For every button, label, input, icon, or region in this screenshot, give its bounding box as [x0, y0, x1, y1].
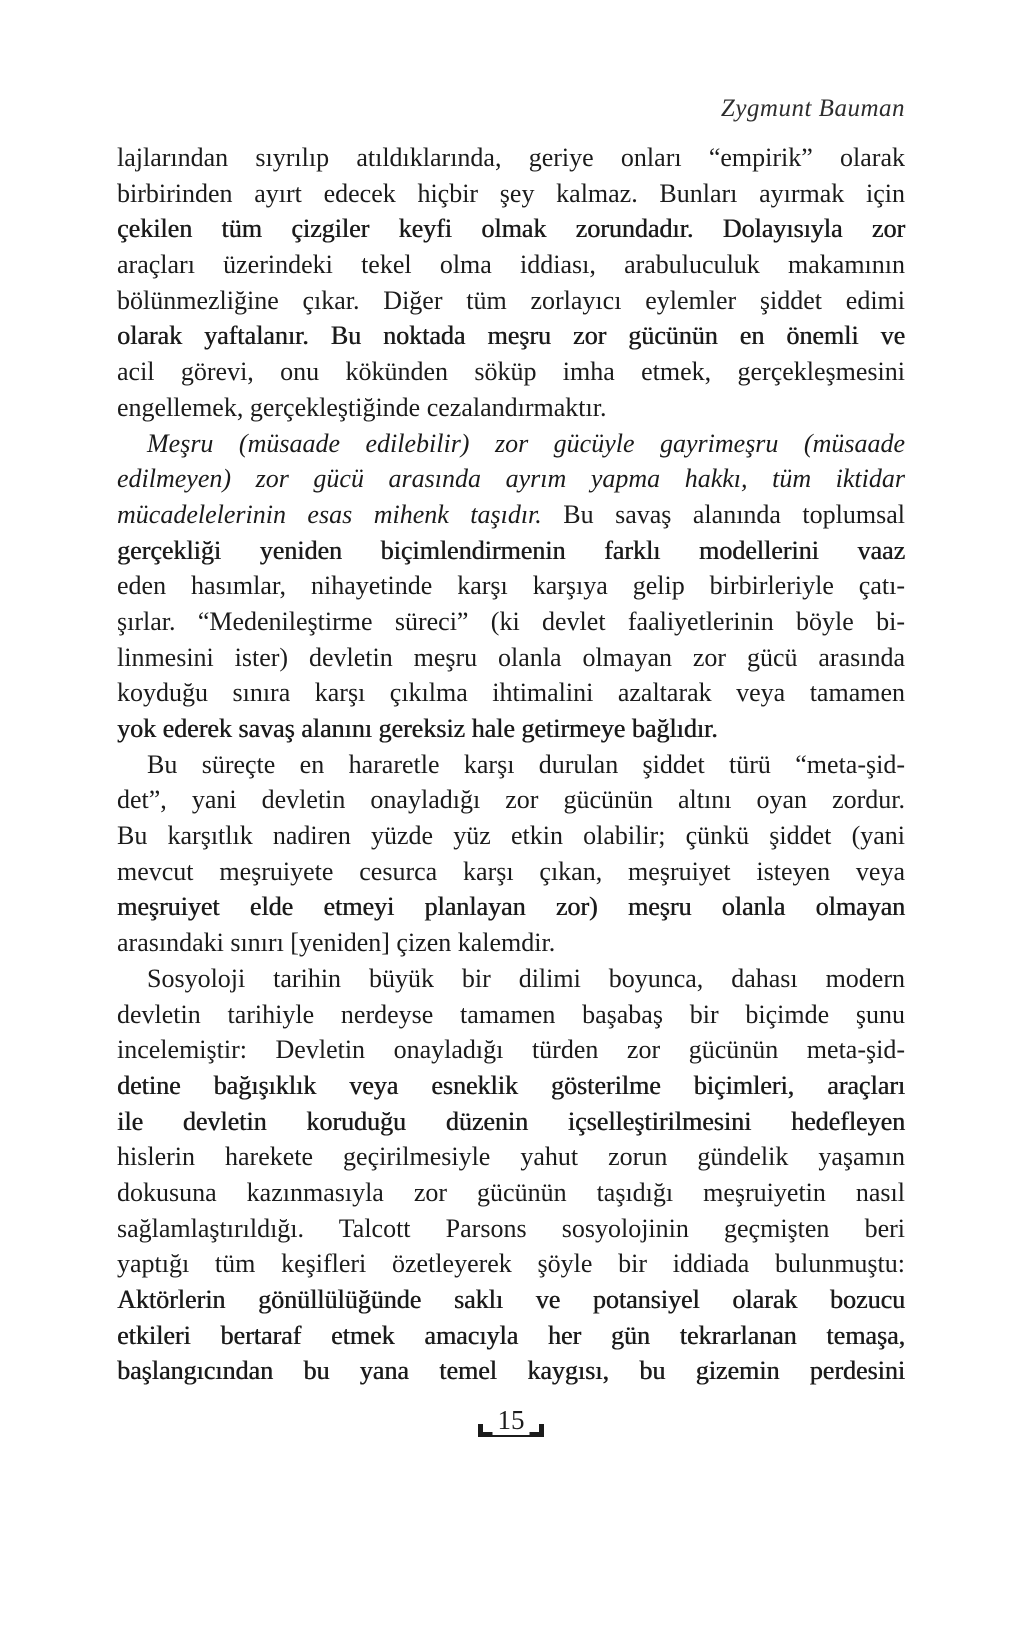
text-segment: hislerin harekete geçirilmesiyle yahut zorun gündelik yaşamın	[117, 1142, 905, 1172]
text-segment: Aktörlerin gönüllülüğünde saklı ve potansiyel olarak bozucu	[117, 1285, 905, 1314]
text-line	[117, 461, 905, 497]
text-line	[117, 390, 905, 426]
text-line	[117, 176, 905, 212]
text-segment: araçları üzerindeki tekel olma iddiası, arabuluculuk makamının	[117, 250, 905, 280]
text-line	[117, 997, 905, 1033]
text-line	[117, 318, 905, 354]
text-segment: yaptığı tüm keşifleri özetleyerek şöyle bir iddiada bulunmuştu:	[117, 1249, 905, 1279]
text-line	[117, 889, 905, 925]
text-line	[117, 925, 905, 961]
text-segment: eden hasımlar, nihayetinde karşı karşıya gelip birbirleriyle çatı-	[117, 571, 905, 601]
text-segment: linmesini ister) devletin meşru olanla olmayan zor gücü arasında	[117, 642, 905, 672]
text-segment: Bu savaş alanında toplumsal	[541, 499, 905, 529]
italic-text-segment: Meşru (müsaade edilebilir) zor gücüyle gayrimeşru (müsaade	[147, 428, 905, 458]
text-line	[117, 782, 905, 818]
text-line	[117, 533, 905, 569]
text-segment: şırlar. “Medenileştirme süreci” (ki devlet faaliyetlerinin böyle bi-	[117, 606, 905, 636]
text-line	[117, 1211, 905, 1247]
text-line	[117, 568, 905, 604]
text-line	[117, 1318, 905, 1354]
text-line	[117, 961, 905, 997]
text-segment: ile devletin koruduğu düzenin içselleştirilmesini hedefleyen	[117, 1106, 905, 1136]
text-line	[117, 1068, 905, 1104]
text-segment: engellemek, gerçekleştiğinde cezalandırmaktır.	[117, 392, 607, 422]
text-segment: acil görevi, onu kökünden söküp imha etmek, gerçekleşmesini	[117, 357, 905, 387]
text-segment: gerçekliği yeniden biçimlendirmenin farklı modellerini vaaz	[117, 535, 905, 565]
text-line	[117, 140, 905, 176]
text-segment: meşruiyet elde etmeyi planlayan zor) meşru olanla olmayan	[117, 892, 905, 922]
text-line	[117, 640, 905, 676]
page-number-ornament	[478, 1394, 544, 1437]
text-segment: Bu karşıtlık nadiren yüzde yüz etkin olabilir; çünkü şiddet (yani	[117, 821, 905, 851]
text-line	[117, 711, 905, 747]
text-segment: olarak yaftalanır. Bu noktada meşru zor gücünün en önemli ve	[117, 321, 905, 351]
text-segment: bölünmezliğine çıkar. Diğer tüm zorlayıcı eylemler şiddet edimi	[117, 285, 905, 315]
text-line	[117, 747, 905, 783]
text-line	[117, 1139, 905, 1175]
text-line	[117, 1175, 905, 1211]
text-segment: yok ederek savaş alanını gereksiz hale getirmeye bağlıdır.	[117, 714, 718, 743]
text-segment: devletin tarihiyle nerdeyse tamamen başabaş bir biçimde şunu	[117, 999, 905, 1029]
text-line	[117, 604, 905, 640]
text-line	[117, 854, 905, 890]
text-segment: sağlamlaştırıldığı. Talcott Parsons sosyolojinin geçmişten beri	[117, 1213, 905, 1243]
text-segment: dokusuna kazınmasıyla zor gücünün taşıdığı meşruiyetin nasıl	[117, 1177, 905, 1207]
text-line	[117, 1032, 905, 1068]
page-number: 15	[493, 1405, 530, 1435]
author-name: Zygmunt Bauman	[720, 95, 905, 122]
text-segment: Bu süreçte en hararetle karşı durulan şiddet türü “meta-şid-	[147, 749, 905, 779]
text-segment: det”, yani devletin onayladığı zor gücünün altını oyan zordur.	[117, 785, 905, 815]
text-line	[117, 1104, 905, 1140]
text-line	[117, 247, 905, 283]
text-line	[117, 211, 905, 247]
text-segment: çekilen tüm çizgiler keyfi olmak zorundadır. Dolayısıyla zor	[117, 214, 905, 244]
page-footer	[117, 1389, 905, 1437]
text-segment: birbirinden ayırt edecek hiçbir şey kalmaz. Bunları ayırmak için	[117, 178, 905, 208]
text-line	[117, 818, 905, 854]
text-line	[117, 1282, 905, 1318]
text-segment: lajlarından sıyrılıp atıldıklarında, geriye onları “empirik” olarak	[117, 143, 905, 172]
text-segment: koyduğu sınıra karşı çıkılma ihtimalini azaltarak veya tamamen	[117, 678, 905, 708]
italic-text-segment: edilmeyen) zor gücü arasında ayrım yapma hakkı, tüm iktidar	[117, 464, 905, 494]
text-segment: mevcut meşruiyete cesurca karşı çıkan, meşruiyet isteyen veya	[117, 856, 905, 886]
running-header	[117, 94, 905, 124]
text-segment: arasındaki sınırı [yeniden] çizen kalemdir.	[117, 928, 556, 958]
text-line	[117, 675, 905, 711]
text-line	[117, 426, 905, 462]
text-line	[117, 1353, 905, 1389]
text-line	[117, 497, 905, 533]
body-text	[117, 140, 905, 1389]
text-segment: incelemiştir: Devletin onayladığı türden zor gücünün meta-şid-	[117, 1035, 905, 1065]
text-segment: etkileri bertaraf etmek amacıyla her gün tekrarlanan temaşa,	[117, 1320, 905, 1350]
text-line	[117, 354, 905, 390]
italic-text-segment: mücadelelerinin esas mihenk taşıdır.	[117, 499, 542, 529]
text-segment: Sosyoloji tarihin büyük bir dilimi boyunca, dahası modern	[147, 963, 905, 993]
book-page	[117, 94, 905, 1437]
text-line	[117, 1246, 905, 1282]
text-segment: detine bağışıklık veya esneklik gösterilme biçimleri, araçları	[117, 1070, 905, 1100]
text-segment: başlangıcından bu yana temel kaygısı, bu gizemin perdesini	[117, 1356, 905, 1386]
text-line	[117, 283, 905, 319]
